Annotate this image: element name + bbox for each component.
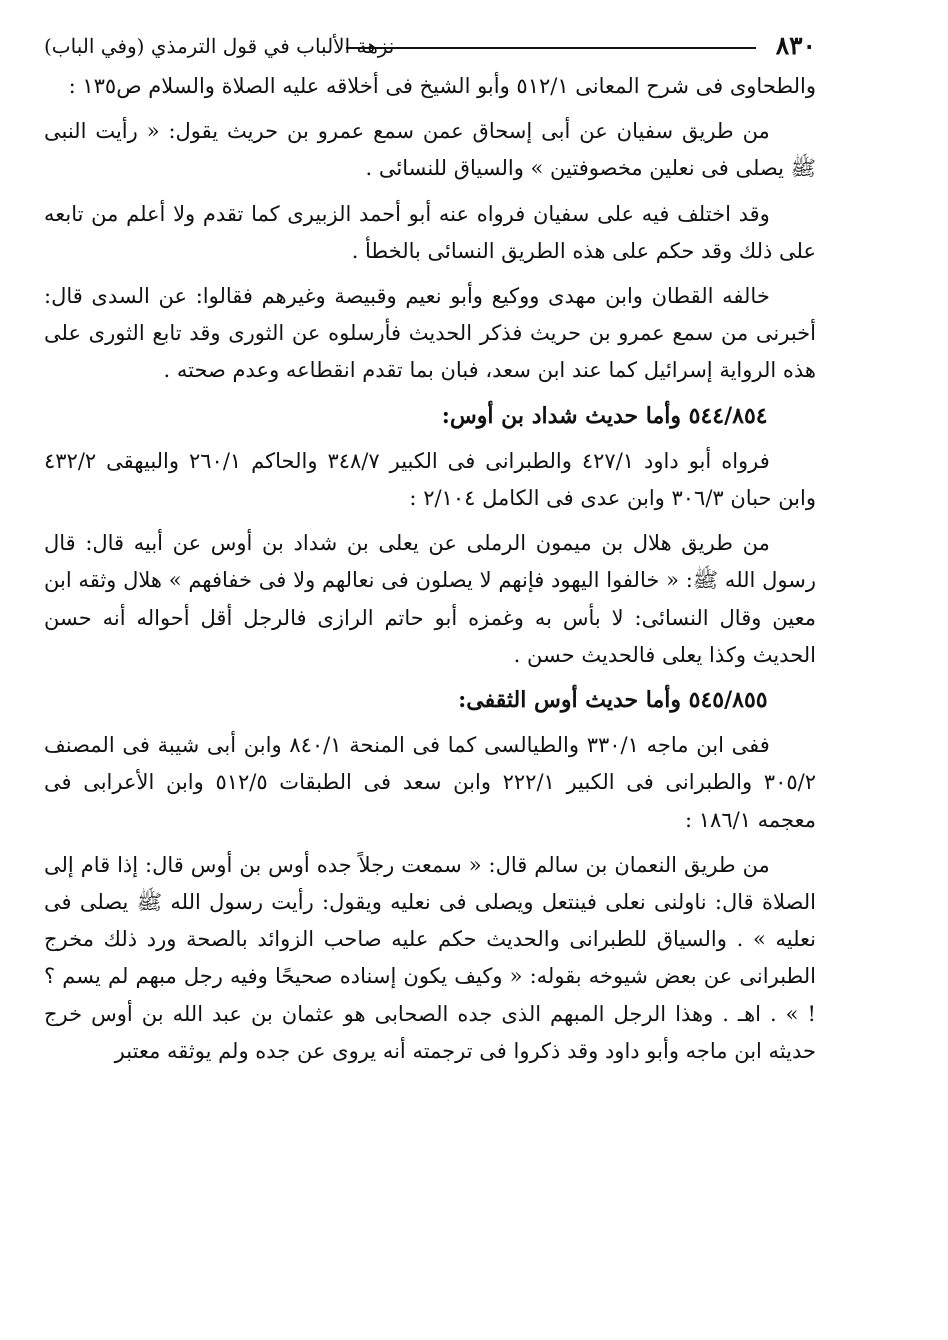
paragraph: فرواه أبو داود ٤٢٧/١ والطبرانى فى الكبير ٣٤٨/٧ والحاكم ٢٦٠/١ والبيهقى ٤٣٢/٢ وابن حبان ٣٠٦/٣ وابن عدى فى الكامل ٢/١٠٤ :: [44, 448, 816, 511]
header-rule: [346, 47, 756, 49]
paragraph: من طريق سفيان عن أبى إسحاق عمن سمع عمرو بن حريث يقول: « رأيت النبى ﷺ يصلى فى نعلين مخصوفتين » والسياق للنسائى .: [44, 119, 816, 181]
running-title: نزهة الألباب في قول الترمذي (وفي الباب): [44, 34, 395, 58]
book-page: [44, 28, 816, 1300]
section-heading: ٥٤٤/٨٥٤ وأما حديث شداد بن أوس:: [441, 402, 768, 429]
page-body: [44, 68, 816, 1070]
paragraph: خالفه القطان وابن مهدى ووكيع وأبو نعيم وقبيصة وغيرهم فقالوا: عن السدى قال: أخبرنى من سمع عمرو بن حريث فذكر الحديث فأرسلوه عن الثورى وقد تابع الثورى على هذه الرواية إسرائيل كما عند ابن سعد، فبان بما تقدم انقطاعه وعدم صحته .: [44, 284, 816, 383]
paragraph: من طريق هلال بن ميمون الرملى عن يعلى بن شداد بن أوس عن أبيه قال: قال رسول الله ﷺ: « خالفوا اليهود فإنهم لا يصلون فى نعالهم ولا فى خفافهم » هلال وثقه ابن معين وقال النسائى: لا بأس به وغمزه أبو حاتم الرازى فالرجل أقل أحواله أنه حسن الحديث وكذا يعلى فالحديث حسن .: [44, 531, 816, 667]
paragraph: من طريق النعمان بن سالم قال: « سمعت رجلاً جده أوس بن أوس قال: إذا قام إلى الصلاة قال: ناولنى نعلى فينتعل ويصلى فى نعليه ويقول: رأيت رسول الله ﷺ يصلى فى نعليه » . والسياق للطبرانى والحديث حكم عليه صاحب الزوائد بالصحة ورد ذلك مخرج الطبرانى عن بعض شيوخه بقوله: « وكيف يكون إسناده صحيحًا وفيه رجل مبهم لم يسم ؟ ! » . اهـ . وهذا الرجل المبهم الذى جده الصحابى هو عثمان بن عبد الله بن أوس خرج حديثه ابن ماجه وأبو داود وقد ذكروا فى ترجمته أنه يروى عن جده ولم يوثقه معتبر: [44, 852, 816, 1063]
paragraph: وقد اختلف فيه على سفيان فرواه عنه أبو أحمد الزبيرى كما تقدم ولا أعلم من تابعه على ذلك وقد حكم على هذه الطريق النسائى بالخطأ .: [44, 201, 816, 263]
section-heading: ٥٤٥/٨٥٥ وأما حديث أوس الثقفى:: [458, 687, 768, 714]
paragraph: والطحاوى فى شرح المعانى ٥١٢/١ وأبو الشيخ فى أخلاقه عليه الصلاة والسلام ص١٣٥ :: [68, 74, 816, 98]
page-header: [44, 28, 816, 66]
paragraph: ففى ابن ماجه ٣٣٠/١ والطيالسى كما فى المنحة ٨٤٠/١ وابن أبى شيبة فى المصنف ٣٠٥/٢ والطبرانى فى الكبير ٢٢٢/١ وابن سعد فى الطبقات ٥١٢/٥ وابن الأعرابى فى معجمه ١٨٦/١ :: [44, 733, 816, 832]
page-number: ٨٣٠: [775, 31, 816, 60]
